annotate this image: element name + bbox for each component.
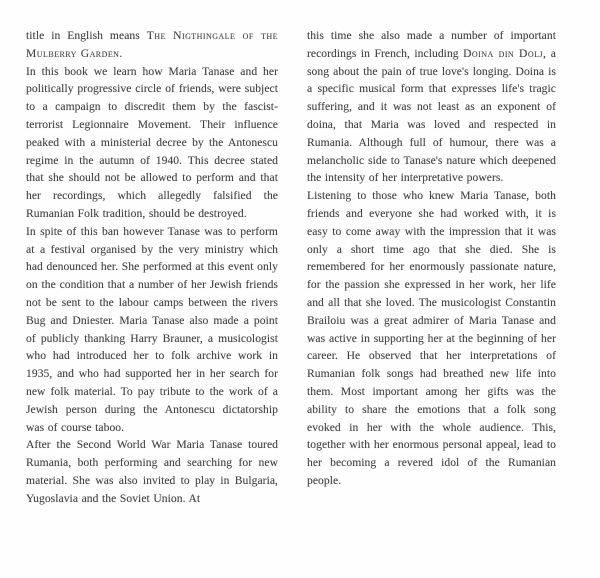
paragraph-book-ban bbox=[26, 63, 278, 223]
paragraph-festival bbox=[26, 223, 278, 437]
paragraph-text: this time she also made a number of important recordings in French, including bbox=[307, 29, 556, 60]
text-column-right bbox=[307, 27, 556, 578]
paragraph-legacy bbox=[307, 187, 556, 490]
paragraph-text: Listening to those who knew Maria Tanase, both friends and everyone she had worked with, it is easy to come away with the impression that it was only a short time ago that she died. She is remembered for her enormously passionate nature, for the passion she expressed in her work, her life and all that she loved. The musicologist Constantin Brailoiu was a great admirer of Maria Tanase and was active in supporting her at the beginning of her career. He observed that her interpretations of Rumanian folk songs had breathed new life into them. Most important among her gifts was the ability to share the emotions that a folk song evoked in her with the whole audience. This, together with her enormous personal appeal, lead to her becoming a revered idol of the Rumanian people. bbox=[307, 189, 556, 487]
paragraph-postwar bbox=[26, 436, 278, 507]
song-title-smallcaps: Doina din Dolj, bbox=[463, 46, 547, 60]
paragraph-text: In spite of this ban however Tanase was to perform at a festival organised by the very ministry which had denounced her. She performed at this event only on the condition that a number of her Jewish friends not be sent to the labour camps between the rivers Bug and Dniester. Maria Tanase also made a point of publicly thanking Harry Brauner, a musicologist who had introduced her to folk archive work in 1935, and who had supported her in her search for new folk material. To pay tribute to the work of a Jewish person during the Antonescu dictatorship was of course taboo. bbox=[26, 224, 278, 434]
paragraph-recordings bbox=[307, 27, 556, 187]
paragraph-title-continuation bbox=[26, 27, 278, 63]
text-column-left bbox=[26, 27, 278, 578]
album-title-smallcaps: The Nigthingale of the Mulberry Garden. bbox=[26, 29, 278, 60]
paragraph-text: a song about the pain of true love's longing. Doina is a specific musical form that expresses life's tragic suffering, and it was not least as an exponent of doina, that Maria was loved and respected in Rumania. Although full of humour, there was a melancholic side to Tanase's nature which deepened the intensity of her interpretative powers. bbox=[307, 46, 556, 185]
paragraph-text: After the Second World War Maria Tanase toured Rumania, both performing and searching for new material. She was also invited to play in Bulgaria, Yugoslavia and the Soviet Union. At bbox=[26, 438, 278, 505]
paragraph-text: title in English means bbox=[26, 29, 147, 42]
paragraph-text: In this book we learn how Maria Tanase and her politically progressive circle of friends, were subject to a campaign to discredit them by the fascist-terrorist Legionnaire Movement. Their influence peaked with a ministerial decree by the Antonescu regime in the autumn of 1940. This decree stated that she should not be allowed to perform and that her recordings, which allegedly falsified the Rumanian Folk tradition, should be destroyed. bbox=[26, 64, 278, 220]
